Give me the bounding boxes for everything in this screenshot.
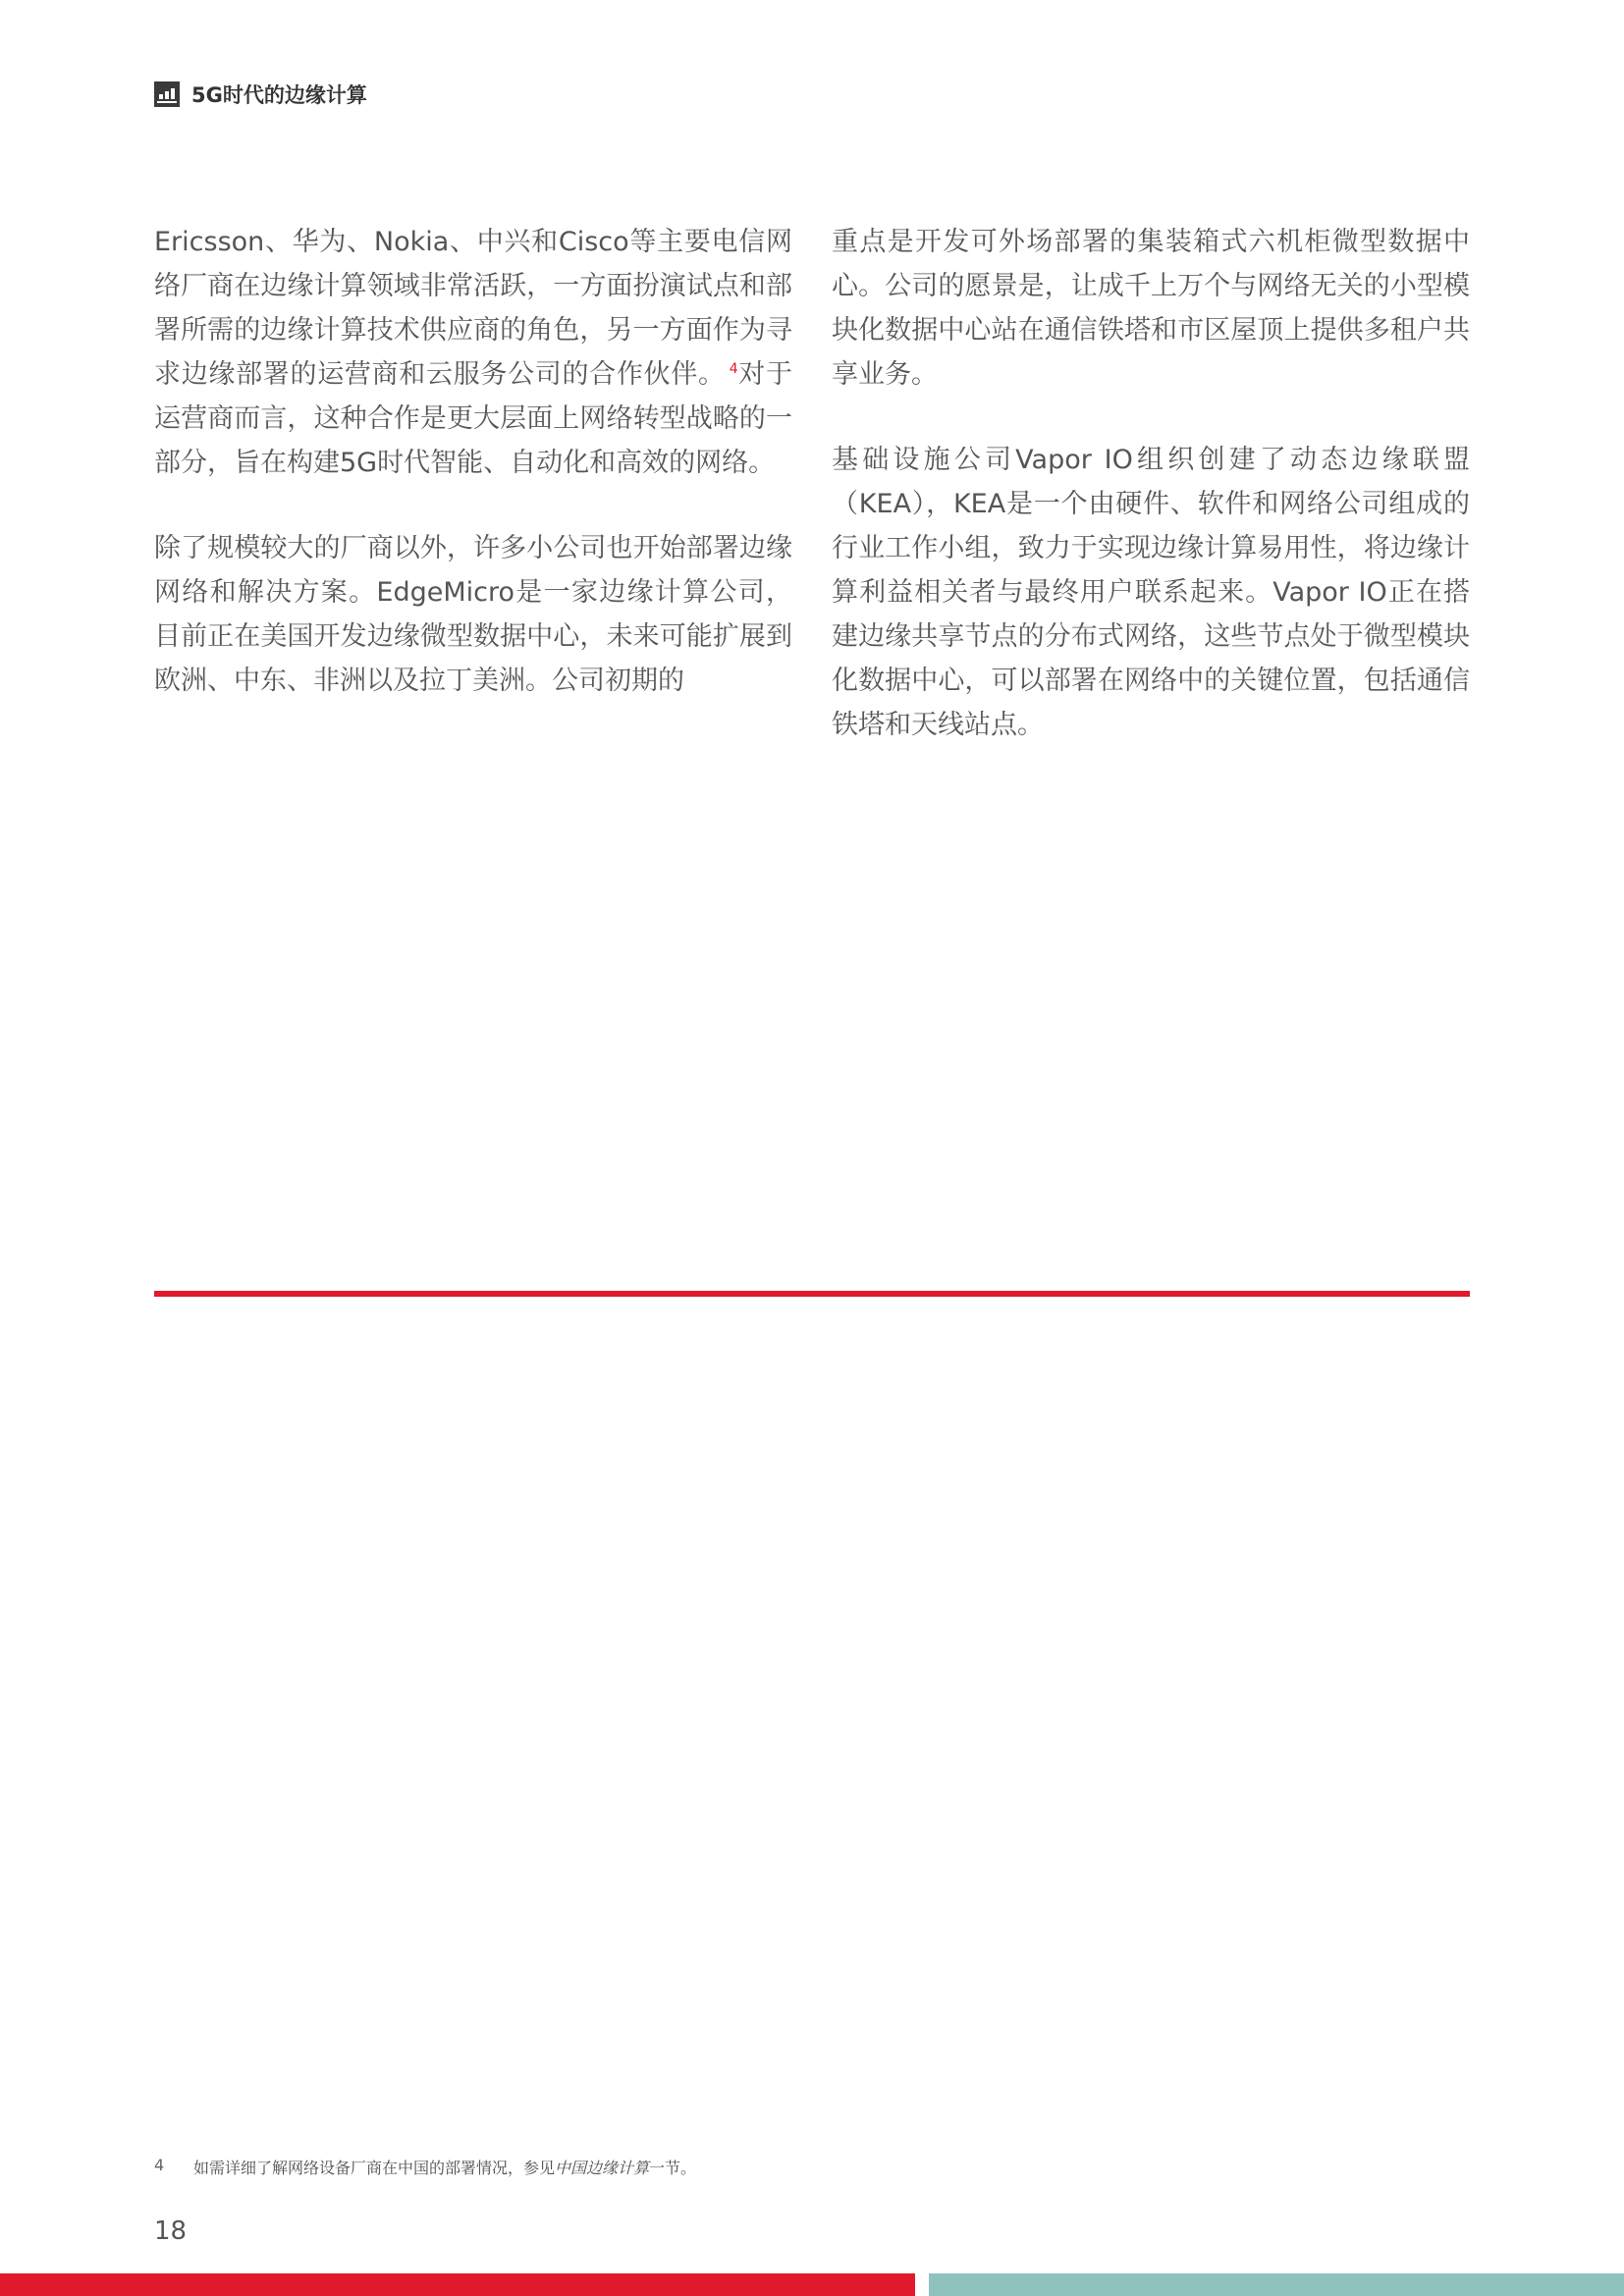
footnote-text	[193, 2156, 696, 2178]
page-header	[154, 79, 367, 110]
gsma-logo-icon	[154, 81, 180, 107]
footnote-reference[interactable]: 4	[729, 361, 738, 377]
footer-bar-red	[0, 2273, 915, 2296]
left-column	[154, 220, 792, 744]
paragraph	[154, 220, 792, 485]
paragraph: 除了规模较大的厂商以外，许多小公司也开始部署边缘网络和解决方案。EdgeMicro是一家边缘计算公司，目前正在美国开发边缘微型数据中心，未来可能扩展到欧洲、中东、非洲以及拉丁美洲。公司初期的	[154, 533, 792, 696]
paragraph: 重点是开发可外场部署的集装箱式六机柜微型数据中心。公司的愿景是，让成千上万个与网络无关的小型模块化数据中心站在通信铁塔和市区屋顶上提供多租户共享业务。	[832, 227, 1470, 390]
paragraph-text: 对于运营商而言，这种合作是更大层面上网络转型战略的一部分，旨在构建5G时代智能、自动化和高效的网络。	[154, 359, 793, 478]
right-column	[832, 220, 1470, 788]
page-number: 18	[154, 2216, 188, 2246]
footnote-italic-link: 中国边缘计算	[555, 2159, 650, 2177]
paragraph-text: Ericsson、华为、Nokia、中兴和Cisco等主要电信网络厂商在边缘计算领域非常活跃，一方面扮演试点和部署所需的边缘计算技术供应商的角色，另一方面作为寻求边缘部署的运营商和云服务公司的合作伙伴。	[154, 227, 792, 390]
footnote-number: 4	[154, 2156, 165, 2174]
footnote-text-before: 如需详细了解网络设备厂商在中国的部署情况，参见	[193, 2159, 556, 2177]
footnote	[154, 2156, 696, 2178]
document-title: 5G时代的边缘计算	[191, 83, 367, 107]
section-divider	[154, 1291, 1470, 1297]
footer-bar-teal	[929, 2273, 1624, 2296]
paragraph: 基础设施公司Vapor IO组织创建了动态边缘联盟（KEA），KEA是一个由硬件、软件和网络公司组成的行业工作小组，致力于实现边缘计算易用性，将边缘计算利益相关者与最终用户联系起来。Vapor IO正在搭建边缘共享节点的分布式网络，这些节点处于微型模块化数据中心，可以部署在网络中的关键位置，包括通信铁塔和天线站点。	[832, 445, 1470, 740]
footnote-text-after: 一节。	[649, 2159, 697, 2177]
